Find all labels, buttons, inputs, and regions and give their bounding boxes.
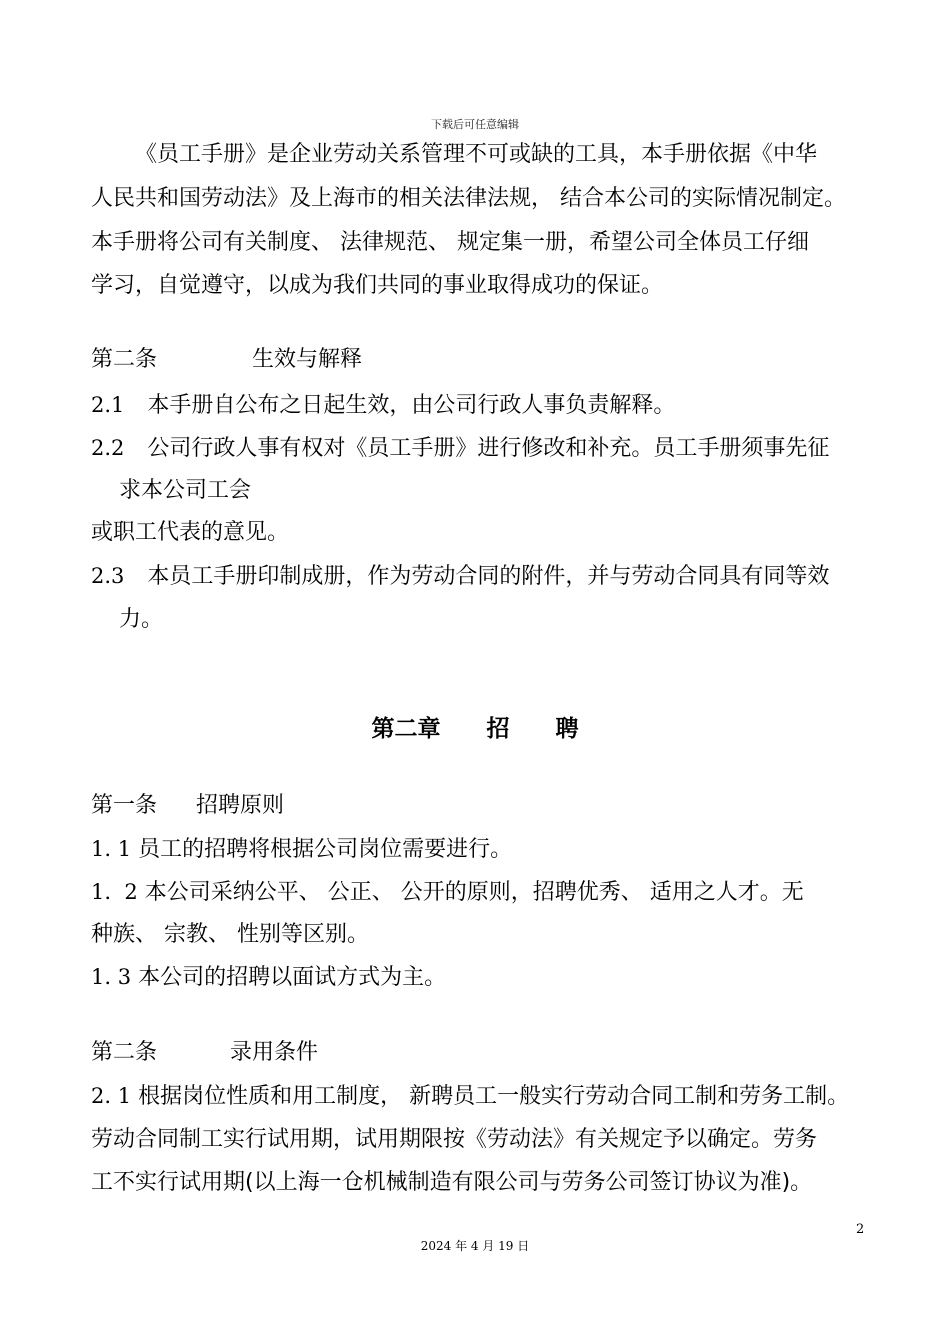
article2-heading: 第二条 [91,347,158,372]
recruit-clause-1-2-continuation: 种族、 宗教、 性别等区别。 [91,922,369,947]
clause-2-1 [91,390,675,421]
clause-number: 1. 1 [91,837,132,861]
clause-number: 1. 3 [91,965,132,989]
recruit-clause-1-2 [91,877,804,908]
clause-text: 员工的招聘将根据公司岗位需要进行。 [138,837,513,862]
clause-2-3-continuation: 力。 [119,607,164,632]
clause-text: 本员工手册印制成册，作为劳动合同的附件，并与劳动合同具有同等效 [147,564,830,589]
page-header: 下载后可任意编辑 [431,118,519,131]
clause-2-2-continuation: 求本公司工会 [119,478,252,503]
intro-line-2: 人民共和国劳动法》及上海市的相关法律法规， 结合本公司的实际情况制定。 [91,186,846,211]
clause-number: 2. 1 [91,1084,132,1108]
clause-text: 公司行政人事有权对《员工手册》进行修改和补充。员工手册须事先征 [147,436,830,461]
clause-number: 2.1 [91,393,125,417]
recruit-principle-title: 招聘原则 [196,793,285,818]
hiring-conditions-heading: 第二条 [91,1040,158,1065]
hiring-clause-line-3: 工不实行试用期(以上海一仓机械制造有限公司与劳务公司签订协议为准)。 [91,1170,813,1195]
intro-line-1: 《员工手册》是企业劳动关系管理不可或缺的工具，本手册依据《中华 [135,142,818,167]
recruit-principle-heading: 第一条 [91,793,158,818]
clause-number: 1. 2 [91,880,138,904]
article2-title: 生效与解释 [252,347,363,372]
hiring-clause-line-2: 劳动合同制工实行试用期，试用期限按《劳动法》有关规定予以确定。劳务 [91,1127,818,1152]
clause-2-2-continuation-2: 或职工代表的意见。 [91,520,290,545]
intro-line-3: 本手册将公司有关制度、 法律规范、 规定集一册，希望公司全体员工仔细 [91,230,809,255]
footer-date: 2024 年 4 月 19 日 [420,1239,530,1253]
hiring-conditions-title: 录用条件 [230,1040,319,1065]
clause-2-3 [91,561,829,592]
clause-2-2 [91,433,829,464]
clause-text: 本手册自公布之日起生效，由公司行政人事负责解释。 [147,393,676,418]
clause-number: 2.2 [91,436,125,460]
intro-line-4: 学习，自觉遵守，以成为我们共同的事业取得成功的保证。 [91,273,664,298]
clause-text: 根据岗位性质和用工制度， 新聘员工一般实行劳动合同工制和劳务工制。 [138,1084,850,1109]
recruit-clause-1-1 [91,834,512,865]
clause-number: 2.3 [91,564,125,588]
page-number: 2 [856,1222,865,1237]
clause-text: 本公司采纳公平、 公正、 公开的原则，招聘优秀、 适用之人才。无 [144,880,804,905]
recruit-clause-1-3 [91,962,446,993]
clause-text: 本公司的招聘以面试方式为主。 [138,965,447,990]
chapter-title: 第二章 招 聘 [371,716,579,742]
hiring-clause-2-1 [91,1081,849,1112]
